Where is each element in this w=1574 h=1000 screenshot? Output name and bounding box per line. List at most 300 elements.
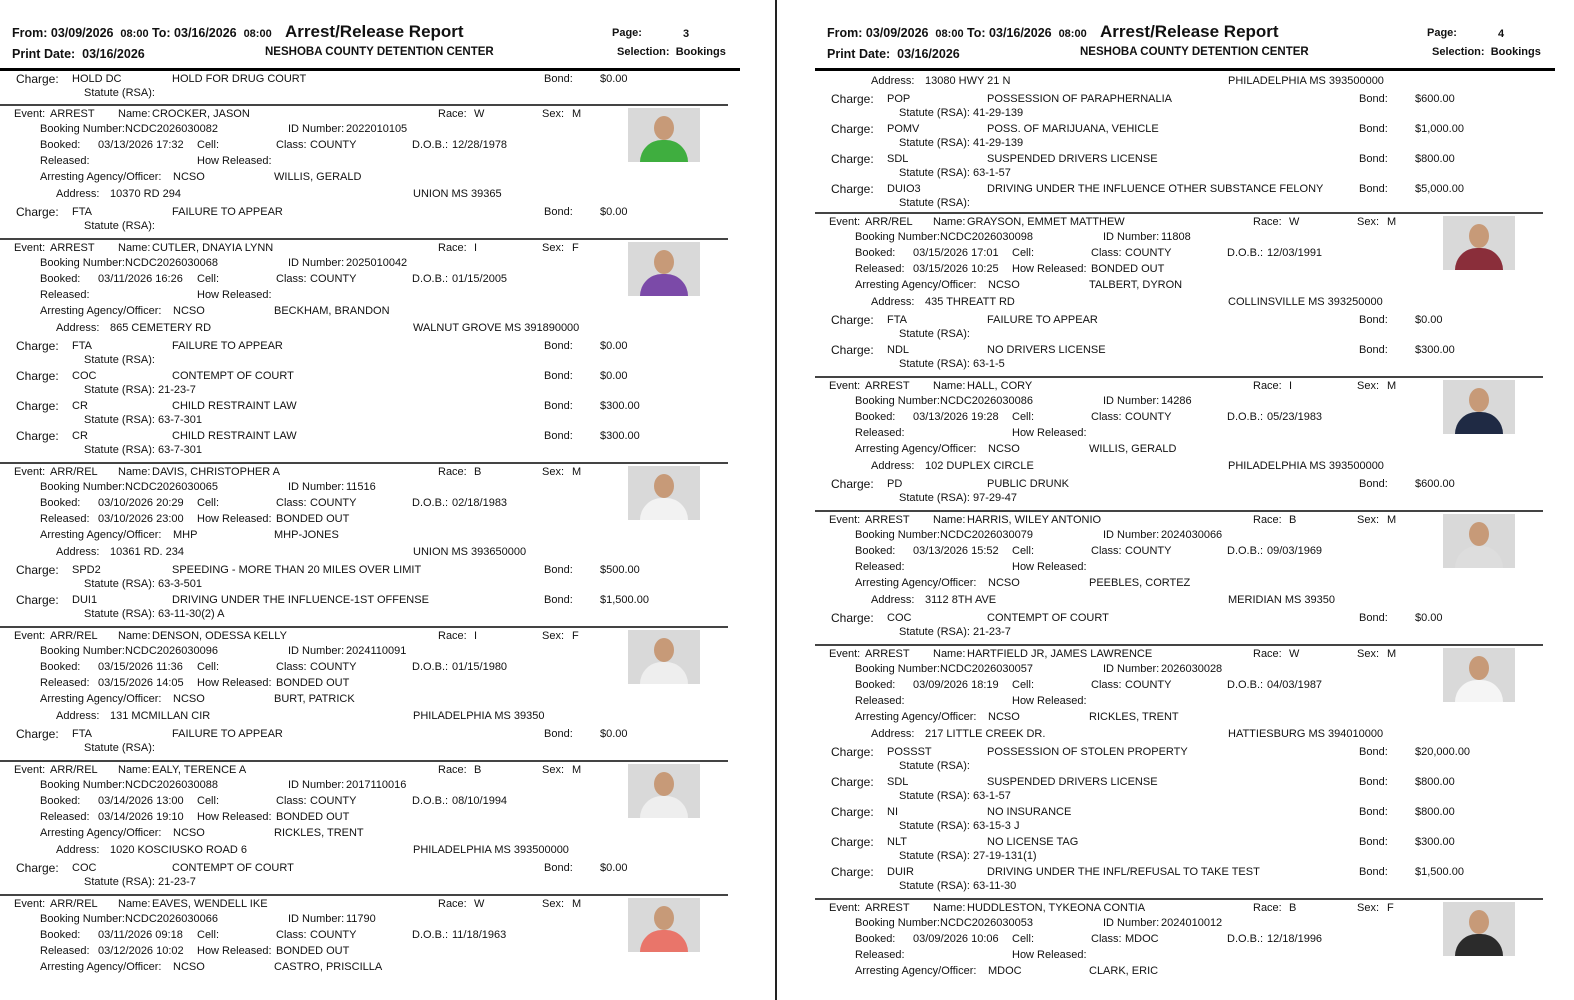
label-how-released: How Released: [197, 811, 272, 823]
label-event: Event: [14, 108, 46, 120]
charge-label: Charge: [16, 72, 59, 86]
charge-label: Charge: [16, 369, 59, 383]
statute-label: Statute (RSA): [899, 328, 970, 340]
label-how-released: How Released: [1012, 949, 1087, 961]
charge-description: FAILURE TO APPEAR [987, 314, 1098, 326]
bond-label: Bond: [544, 594, 573, 606]
charge-label: Charge: [831, 775, 874, 789]
label-address: Address: [56, 710, 100, 722]
charge-description: CHILD RESTRAINT LAW [172, 400, 297, 412]
charge-description: CHILD RESTRAINT LAW [172, 430, 297, 442]
label-address: Address: [871, 728, 915, 740]
mugshot-photo [628, 108, 700, 162]
id-number: 2026030028 [1161, 663, 1223, 675]
statute-label: Statute (RSA): [84, 608, 155, 620]
booking-number: NCDC2026030079 [940, 529, 1033, 541]
charge-description: CONTEMPT OF COURT [172, 370, 294, 382]
charge-description: FAILURE TO APPEAR [172, 340, 283, 352]
label-booking-number: Booking Number: [855, 663, 940, 675]
charge-code: POP [887, 93, 911, 105]
statute-value: 63-11-30 [973, 880, 1017, 892]
label-event: Event: [829, 514, 861, 526]
charge-label: Charge: [831, 182, 874, 196]
officer-name: MHP-JONES [274, 529, 339, 541]
booked-datetime: 03/13/2026 17:32 [98, 139, 184, 151]
charge-label: Charge: [831, 343, 874, 357]
label-agency: Arresting Agency/Officer: [40, 961, 162, 973]
photo-body [640, 796, 688, 818]
charge-label: Charge: [831, 152, 874, 166]
agency-value: NCSO [173, 305, 205, 317]
charge-code: FTA [72, 340, 92, 352]
booking-number: NCDC2026030086 [940, 395, 1033, 407]
label-booked: Booked: [855, 545, 896, 557]
label-cell: Cell: [197, 497, 220, 509]
label-class: Class: [1091, 411, 1122, 423]
class-value: COUNTY [1125, 247, 1172, 259]
bond-amount: $1,500.00 [600, 594, 649, 606]
label-class: Class: [276, 273, 307, 285]
label-released: Released: [40, 945, 90, 957]
event-type: ARR/REL [50, 764, 98, 776]
label-cell: Cell: [197, 929, 220, 941]
label-booked: Booked: [40, 795, 81, 807]
race-value: B [1289, 514, 1297, 526]
label-id-number: ID Number: [288, 257, 345, 269]
id-number: 11516 [346, 481, 376, 493]
city-value: PHILADELPHIA MS 393500000 [413, 844, 569, 856]
statute-value: 21-23-7 [973, 626, 1011, 638]
bond-label: Bond: [1359, 806, 1388, 818]
label-class: Class: [276, 661, 307, 673]
from-label: From: [12, 26, 48, 40]
label-dob: D.O.B.: [1227, 679, 1264, 691]
label-name: Name: [118, 898, 151, 910]
sex-value: M [1387, 514, 1397, 526]
label-released: Released: [40, 677, 90, 689]
event-type: ARR/REL [50, 630, 98, 642]
label-released: Released: [40, 155, 90, 167]
bond-label: Bond: [1359, 93, 1388, 105]
id-number: 2024030066 [1161, 529, 1223, 541]
how-released-value: BONDED OUT [276, 945, 350, 957]
label-booking-number: Booking Number: [40, 257, 125, 269]
label-dob: D.O.B.: [1227, 933, 1264, 945]
label-name: Name: [118, 630, 151, 642]
label-dob: D.O.B.: [412, 273, 449, 285]
agency-value: NCSO [988, 443, 1020, 455]
photo-head [654, 250, 674, 274]
label-id-number: ID Number: [288, 645, 345, 657]
officer-name: RICKLES, TRENT [1089, 711, 1179, 723]
report-page-4 [815, 0, 1555, 1000]
city-value: UNION MS 39365 [413, 188, 502, 200]
class-value: COUNTY [310, 139, 357, 151]
statute-label: Statute (RSA): [899, 850, 970, 862]
label-name: Name: [933, 902, 966, 914]
charge-code: SDL [887, 776, 909, 788]
photo-body [1455, 412, 1503, 434]
charge-label: Charge: [831, 745, 874, 759]
race-value: W [474, 898, 485, 910]
charge-label: Charge: [831, 805, 874, 819]
label-booked: Booked: [40, 661, 81, 673]
label-race: Race: [1253, 380, 1282, 392]
label-event: Event: [829, 648, 861, 660]
statute-value: 63-1-57 [973, 167, 1011, 179]
label-booked: Booked: [855, 679, 896, 691]
released-datetime: 03/15/2026 14:05 [98, 677, 184, 689]
officer-name: CASTRO, PRISCILLA [274, 961, 383, 973]
how-released-value: BONDED OUT [276, 811, 350, 823]
statute-value: 41-29-139 [973, 107, 1024, 119]
photo-body [1455, 934, 1503, 956]
print-date [12, 47, 145, 61]
page-number: 3 [683, 28, 690, 40]
charge-code: NI [887, 806, 898, 818]
sex-value: M [572, 898, 582, 910]
label-released: Released: [40, 513, 90, 525]
charge-code: DUI1 [72, 594, 98, 606]
label-address: Address: [871, 594, 915, 606]
label-id-number: ID Number: [288, 913, 345, 925]
charge-description: DRIVING UNDER THE INFLUENCE-1ST OFFENSE [172, 594, 429, 606]
charge-label: Charge: [831, 313, 874, 327]
charge-label: Charge: [16, 593, 59, 607]
bond-amount: $0.00 [600, 370, 628, 382]
address-value: 102 DUPLEX CIRCLE [925, 460, 1034, 472]
charge-code: SDL [887, 153, 909, 165]
label-how-released: How Released: [197, 289, 272, 301]
charge-code: SPD2 [72, 564, 101, 576]
label-agency: Arresting Agency/Officer: [855, 279, 977, 291]
how-released-value: BONDED OUT [276, 513, 350, 525]
label-booked: Booked: [40, 929, 81, 941]
label-dob: D.O.B.: [412, 795, 449, 807]
charge-description: SUSPENDED DRIVERS LICENSE [987, 776, 1158, 788]
address-value: 435 THREATT RD [925, 296, 1015, 308]
selection-label: Selection: [1432, 46, 1485, 58]
label-dob: D.O.B.: [412, 139, 449, 151]
officer-name: WILLIS, GERALD [1089, 443, 1177, 455]
record-separator [0, 104, 728, 106]
label-released: Released: [40, 289, 90, 301]
statute-label: Statute (RSA): [899, 626, 970, 638]
label-sex: Sex: [1357, 902, 1380, 914]
booking-number: NCDC2026030065 [125, 481, 218, 493]
label-booking-number: Booking Number: [855, 529, 940, 541]
charge-description: FAILURE TO APPEAR [172, 206, 283, 218]
from-time: 08:00 [120, 28, 149, 40]
label-how-released: How Released: [197, 513, 272, 525]
bond-label: Bond: [544, 564, 573, 576]
charge-code: COC [887, 612, 912, 624]
label-name: Name: [118, 764, 151, 776]
race-value: W [1289, 648, 1300, 660]
bond-label: Bond: [1359, 344, 1388, 356]
label-cell: Cell: [197, 795, 220, 807]
dob-value: 12/28/1978 [452, 139, 508, 151]
record-separator [0, 894, 728, 896]
booking-number: NCDC2026030082 [125, 123, 218, 135]
address-value: 10370 RD 294 [110, 188, 181, 200]
label-booked: Booked: [855, 933, 896, 945]
statute-label: Statute (RSA): [899, 820, 970, 832]
photo-body [640, 498, 688, 520]
class-value: COUNTY [1125, 545, 1172, 557]
charge-description: POSSESSION OF PARAPHERNALIA [987, 93, 1173, 105]
bond-label: Bond: [544, 370, 573, 382]
label-dob: D.O.B.: [412, 661, 449, 673]
charge-code: CR [72, 430, 88, 442]
city-value: PHILADELPHIA MS 393500000 [1228, 75, 1384, 87]
dob-value: 02/18/1983 [452, 497, 508, 509]
agency-value: MDOC [988, 965, 1022, 977]
statute-value: 21-23-7 [158, 876, 196, 888]
print-label: Print Date: [827, 47, 891, 61]
photo-head [654, 474, 674, 498]
address-value: 865 CEMETERY RD [110, 322, 212, 334]
id-number: 2024010012 [1161, 917, 1223, 929]
label-name: Name: [933, 514, 966, 526]
bond-label: Bond: [1359, 153, 1388, 165]
record-separator [0, 238, 728, 240]
label-sex: Sex: [1357, 380, 1380, 392]
label-id-number: ID Number: [1103, 231, 1160, 243]
label-booked: Booked: [40, 497, 81, 509]
label-sex: Sex: [542, 630, 565, 642]
record-separator [0, 626, 728, 628]
to-time: 08:00 [1058, 28, 1087, 40]
sex-value: M [572, 108, 582, 120]
charge-label: Charge: [831, 865, 874, 879]
race-value: B [474, 466, 482, 478]
label-agency: Arresting Agency/Officer: [40, 305, 162, 317]
statute-label: Statute (RSA): [84, 87, 155, 99]
city-value: PHILADELPHIA MS 393500000 [1228, 460, 1384, 472]
label-booked: Booked: [40, 273, 81, 285]
record-separator [815, 510, 1543, 512]
address-value: 131 MCMILLAN CIR [110, 710, 211, 722]
label-booking-number: Booking Number: [40, 913, 125, 925]
photo-head [1469, 224, 1489, 248]
booked-datetime: 03/09/2026 18:19 [913, 679, 999, 691]
label-race: Race: [438, 630, 467, 642]
booking-number: NCDC2026030057 [940, 663, 1033, 675]
bond-label: Bond: [1359, 183, 1388, 195]
bond-amount: $0.00 [1415, 612, 1443, 624]
label-agency: Arresting Agency/Officer: [855, 443, 977, 455]
record-separator [815, 898, 1543, 900]
label-how-released: How Released: [197, 155, 272, 167]
label-cell: Cell: [197, 139, 220, 151]
released-datetime: 03/14/2026 19:10 [98, 811, 184, 823]
label-booking-number: Booking Number: [855, 395, 940, 407]
label-class: Class: [276, 139, 307, 151]
sex-value: M [572, 466, 582, 478]
inmate-name: HALL, CORY [967, 380, 1033, 392]
address-value: 1020 KOSCIUSKO ROAD 6 [110, 844, 247, 856]
report-header [815, 0, 1555, 71]
city-value: MERIDIAN MS 39350 [1228, 594, 1335, 606]
inmate-name: GRAYSON, EMMET MATTHEW [967, 216, 1125, 228]
charge-code: PD [887, 478, 903, 490]
label-address: Address: [56, 844, 100, 856]
label-race: Race: [1253, 216, 1282, 228]
bond-label: Bond: [544, 73, 573, 85]
booked-datetime: 03/13/2026 15:52 [913, 545, 999, 557]
charge-code: NDL [887, 344, 910, 356]
label-address: Address: [871, 460, 915, 472]
photo-body [640, 140, 688, 162]
statute-value: 63-7-301 [158, 444, 203, 456]
label-race: Race: [1253, 514, 1282, 526]
statute-value: 63-7-301 [158, 414, 203, 426]
dob-value: 11/18/1963 [452, 929, 507, 941]
label-class: Class: [1091, 933, 1122, 945]
label-booked: Booked: [855, 411, 896, 423]
charge-description: NO DRIVERS LICENSE [987, 344, 1106, 356]
charge-description: CONTEMPT OF COURT [172, 862, 294, 874]
charge-description: POSSESSION OF STOLEN PROPERTY [987, 746, 1188, 758]
event-type: ARREST [865, 514, 910, 526]
record-separator [0, 760, 728, 762]
bond-label: Bond: [544, 728, 573, 740]
label-sex: Sex: [542, 466, 565, 478]
label-name: Name: [933, 648, 966, 660]
label-id-number: ID Number: [1103, 529, 1160, 541]
label-agency: Arresting Agency/Officer: [40, 693, 162, 705]
charge-label: Charge: [831, 477, 874, 491]
label-cell: Cell: [197, 273, 220, 285]
bond-amount: $0.00 [600, 73, 628, 85]
label-race: Race: [438, 764, 467, 776]
dob-value: 04/03/1987 [1267, 679, 1323, 691]
label-id-number: ID Number: [1103, 395, 1160, 407]
bond-amount: $300.00 [1415, 836, 1455, 848]
agency-value: NCSO [173, 961, 205, 973]
label-agency: Arresting Agency/Officer: [855, 577, 977, 589]
label-released: Released: [855, 427, 905, 439]
photo-body [640, 274, 688, 296]
print-date-value: 03/16/2026 [82, 47, 145, 61]
label-class: Class: [1091, 679, 1122, 691]
label-race: Race: [1253, 902, 1282, 914]
booking-number: NCDC2026030088 [125, 779, 218, 791]
statute-value: 63-1-5 [973, 358, 1005, 370]
event-type: ARREST [50, 242, 95, 254]
label-booked: Booked: [855, 247, 896, 259]
to-time: 08:00 [243, 28, 272, 40]
address-value: 3112 8TH AVE [925, 594, 997, 606]
photo-head [654, 906, 674, 930]
label-sex: Sex: [542, 108, 565, 120]
class-value: COUNTY [310, 273, 357, 285]
photo-head [1469, 910, 1489, 934]
id-number: 11790 [346, 913, 376, 925]
charge-code: COC [72, 862, 97, 874]
bond-amount: $800.00 [1415, 806, 1455, 818]
how-released-value: BONDED OUT [276, 677, 350, 689]
dob-value: 01/15/2005 [452, 273, 508, 285]
label-race: Race: [1253, 648, 1282, 660]
page-label: Page: [1427, 27, 1457, 39]
mugshot-photo [1443, 648, 1515, 702]
agency-value: NCSO [173, 693, 205, 705]
sex-value: F [572, 242, 579, 254]
inmate-name: EALY, TERENCE A [152, 764, 247, 776]
facility-name: NESHOBA COUNTY DETENTION CENTER [265, 46, 494, 58]
photo-head [1469, 522, 1489, 546]
label-class: Class: [1091, 247, 1122, 259]
city-value: HATTIESBURG MS 394010000 [1228, 728, 1384, 740]
label-released: Released: [855, 695, 905, 707]
mugshot-photo [628, 466, 700, 520]
photo-head [654, 638, 674, 662]
label-name: Name: [118, 108, 151, 120]
event-type: ARREST [50, 108, 95, 120]
city-value: UNION MS 393650000 [413, 546, 527, 558]
label-id-number: ID Number: [288, 779, 345, 791]
photo-body [640, 930, 688, 952]
mugshot-photo [628, 630, 700, 684]
label-booking-number: Booking Number: [40, 481, 125, 493]
inmate-name: HARTFIELD JR, JAMES LAWRENCE [967, 648, 1153, 660]
statute-label: Statute (RSA): [84, 384, 155, 396]
agency-value: NCSO [988, 577, 1020, 589]
label-sex: Sex: [542, 898, 565, 910]
label-race: Race: [438, 466, 467, 478]
inmate-name: DAVIS, CHRISTOPHER A [152, 466, 280, 478]
label-booking-number: Booking Number: [855, 917, 940, 929]
label-agency: Arresting Agency/Officer: [40, 827, 162, 839]
photo-head [654, 116, 674, 140]
statute-value: 63-3-501 [158, 578, 203, 590]
label-cell: Cell: [1012, 247, 1035, 259]
bond-label: Bond: [1359, 776, 1388, 788]
label-address: Address: [56, 546, 100, 558]
to-label: To: [967, 26, 986, 40]
label-released: Released: [855, 561, 905, 573]
record-separator [815, 212, 1543, 214]
report-title: Arrest/Release Report [285, 22, 464, 41]
charge-code: CR [72, 400, 88, 412]
mugshot-photo [1443, 380, 1515, 434]
charge-label: Charge: [831, 611, 874, 625]
label-sex: Sex: [1357, 514, 1380, 526]
label-address: Address: [871, 75, 915, 87]
bond-label: Bond: [1359, 612, 1388, 624]
label-how-released: How Released: [197, 945, 272, 957]
class-value: COUNTY [310, 795, 357, 807]
officer-name: WILLIS, GERALD [274, 171, 362, 183]
label-cell: Cell: [1012, 679, 1035, 691]
charge-description: DRIVING UNDER THE INFL/REFUSAL TO TAKE TEST [987, 866, 1260, 878]
selection [617, 46, 726, 58]
label-agency: Arresting Agency/Officer: [855, 965, 977, 977]
officer-name: PEEBLES, CORTEZ [1089, 577, 1191, 589]
bond-amount: $1,000.00 [1415, 123, 1464, 135]
race-value: B [1289, 902, 1297, 914]
charge-description: NO LICENSE TAG [987, 836, 1079, 848]
label-cell: Cell: [1012, 933, 1035, 945]
race-value: W [1289, 216, 1300, 228]
charge-label: Charge: [831, 92, 874, 106]
booked-datetime: 03/14/2026 13:00 [98, 795, 184, 807]
bond-label: Bond: [544, 430, 573, 442]
label-dob: D.O.B.: [412, 497, 449, 509]
charge-description: PUBLIC DRUNK [987, 478, 1069, 490]
